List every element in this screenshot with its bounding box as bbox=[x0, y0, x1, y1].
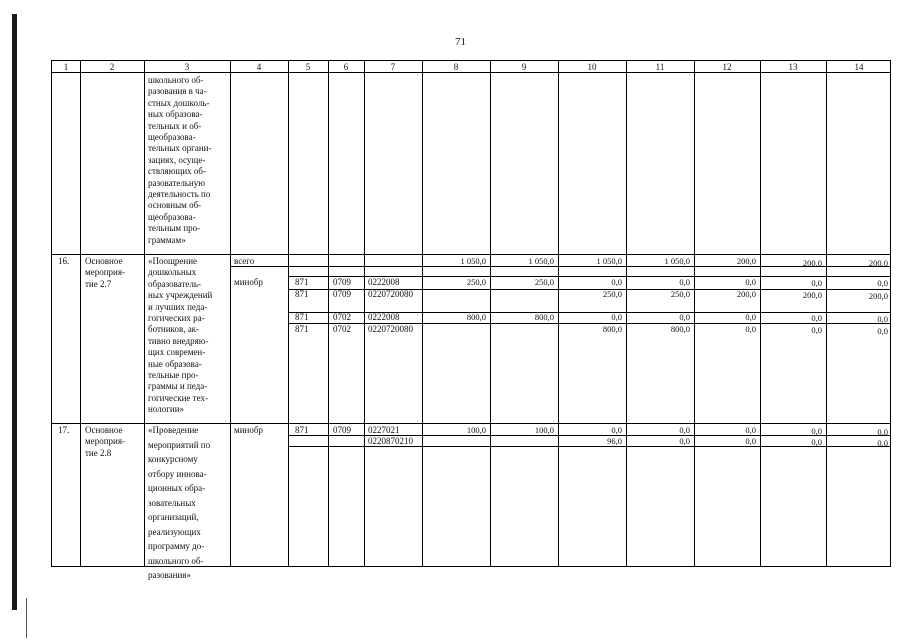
row-17-type: Основное bbox=[85, 425, 123, 435]
header-col-4: 4 bbox=[256, 62, 262, 72]
row-16-type: мероприя- bbox=[85, 267, 125, 278]
desc-line: и лучших педа- bbox=[148, 301, 208, 312]
header-col-5: 5 bbox=[305, 62, 311, 72]
row-17-line-1-c14: 0,0 bbox=[877, 427, 888, 437]
col-line bbox=[144, 61, 145, 566]
desc-line: программу до- bbox=[148, 541, 205, 551]
desc-line: зовательных bbox=[148, 497, 196, 508]
row-16-line-3-c7: 0220720080 bbox=[368, 289, 413, 299]
row-16-line-3-c13: 200,0 bbox=[802, 290, 822, 300]
col-line bbox=[80, 61, 81, 566]
desc-line: мероприятий по bbox=[148, 439, 211, 450]
header-col-12: 12 bbox=[722, 62, 732, 72]
header-col-6: 6 bbox=[343, 62, 349, 72]
desc-line: школьного об- bbox=[148, 75, 204, 85]
scan-border-mark bbox=[12, 14, 17, 610]
desc-line: щеобразова- bbox=[148, 211, 196, 222]
row-16-line-2-c5: 871 bbox=[295, 277, 309, 287]
desc-line: стных дошколь- bbox=[148, 97, 210, 108]
desc-line: ботников, ак- bbox=[148, 324, 200, 335]
desc-line: тельных органи- bbox=[148, 143, 212, 154]
scan-margin-mark bbox=[26, 598, 27, 638]
row-16-line-2-c9: 250,0 bbox=[534, 277, 554, 287]
desc-line: разования» bbox=[148, 570, 191, 580]
row-17-line-2-c13: 0,0 bbox=[811, 437, 822, 447]
row-16-line-1-c9: 1 050,0 bbox=[528, 256, 554, 266]
row-16-line-4-c12: 0,0 bbox=[745, 312, 756, 322]
col-line bbox=[490, 61, 491, 566]
desc-line: деятельность по bbox=[148, 189, 211, 199]
row-17-type: мероприя- bbox=[85, 436, 125, 447]
header-col-8: 8 bbox=[453, 62, 459, 72]
row-17-line-2-c12: 0,0 bbox=[745, 436, 756, 446]
row-16-line-3-c10: 250,0 bbox=[602, 289, 622, 299]
desc-line: ционных обра- bbox=[148, 483, 206, 493]
desc-line: разовательную bbox=[148, 177, 205, 188]
row-16-line-5-c14: 0,0 bbox=[877, 326, 888, 336]
row-16-line-4-c9: 800,0 bbox=[534, 312, 554, 322]
row-separator bbox=[52, 423, 890, 424]
header-col-13: 13 bbox=[788, 62, 798, 72]
row-17-line-1-c9: 100,0 bbox=[534, 425, 554, 435]
row-16-line-1-c4: всего bbox=[234, 256, 255, 266]
row-16-line-5-c5: 871 bbox=[295, 324, 309, 334]
row-16-line-2-c6: 0709 bbox=[333, 277, 351, 287]
desc-line: образователь- bbox=[148, 278, 201, 289]
row-17-type: тие 2.8 bbox=[85, 447, 112, 458]
row-17-line-1-c5: 871 bbox=[295, 425, 309, 435]
desc-line: разования в ча- bbox=[148, 86, 207, 97]
row-17-line-2-c10: 96,0 bbox=[607, 436, 622, 446]
desc-line: организаций, bbox=[148, 512, 199, 522]
desc-line: дошкольных bbox=[148, 267, 197, 278]
desc-line: ных образова- bbox=[148, 109, 203, 120]
row-17-line-1-c6: 0709 bbox=[333, 425, 351, 435]
header-line bbox=[52, 72, 890, 73]
row-17-line-2-c14: 0,0 bbox=[877, 438, 888, 448]
desc-line: граммы и педа- bbox=[148, 381, 208, 392]
row-16-line-2-c13: 0,0 bbox=[811, 278, 822, 288]
row-16-line-2-c11: 0,0 bbox=[679, 277, 690, 287]
row-16-line-5-c10: 800,0 bbox=[602, 324, 622, 334]
header-col-11: 11 bbox=[655, 62, 665, 72]
row-16-line-5-c7: 0220720080 bbox=[368, 324, 413, 334]
row-separator bbox=[52, 254, 890, 255]
desc-line: зациях, осуще- bbox=[148, 154, 206, 165]
desc-line: щеобразова- bbox=[148, 132, 196, 142]
col-line bbox=[422, 61, 423, 566]
row-16-line-1-c10: 1 050,0 bbox=[596, 256, 622, 266]
desc-line: тельных и об- bbox=[148, 120, 202, 131]
desc-line: «Поощрение bbox=[148, 256, 198, 266]
desc-line: конкурсному bbox=[148, 454, 198, 464]
desc-line: отбору иннова- bbox=[148, 468, 207, 479]
row-16-line-5-c12: 0,0 bbox=[745, 324, 756, 334]
row-16-line-5-c13: 0,0 bbox=[811, 325, 822, 335]
row-17-line-2-c7: 0220870210 bbox=[368, 436, 413, 446]
desc-line: ствляющих об- bbox=[148, 166, 206, 177]
row-17-line-1-c8: 100,0 bbox=[466, 425, 486, 435]
row-16-line-4-c14: 0,0 bbox=[877, 314, 888, 324]
col-line bbox=[328, 61, 329, 566]
desc-line: тивно внедряю- bbox=[148, 335, 209, 346]
col-line bbox=[626, 61, 627, 566]
row-17-line-1-c11: 0,0 bbox=[679, 425, 690, 435]
header-col-2: 2 bbox=[109, 62, 115, 72]
col-line bbox=[558, 61, 559, 566]
row-16-line-2-c7: 0222008 bbox=[368, 277, 400, 287]
row-16-line-4-c6: 0702 bbox=[333, 312, 351, 322]
col-line bbox=[288, 61, 289, 566]
row-16-line-5-c11: 800,0 bbox=[670, 324, 690, 334]
row-16-line-1-c11: 1 050,0 bbox=[664, 256, 690, 266]
header-col-10: 10 bbox=[587, 62, 597, 72]
page-number: 71 bbox=[455, 36, 466, 48]
header-col-3: 3 bbox=[184, 62, 190, 72]
row-16-line-3-c6: 0709 bbox=[333, 289, 351, 299]
row-16-line-1-c8: 1 050,0 bbox=[460, 256, 486, 266]
desc-line: гогических ра- bbox=[148, 313, 205, 323]
row-16-line-2-c8: 250,0 bbox=[466, 277, 486, 287]
budget-table bbox=[51, 60, 891, 580]
desc-line: ных учреждений bbox=[148, 290, 213, 301]
row-16-line-4-c13: 0,0 bbox=[811, 313, 822, 323]
row-16-line-3-c14: 200,0 bbox=[868, 291, 888, 301]
row-16-line-4-c8: 800,0 bbox=[466, 312, 486, 322]
subrow-separator bbox=[230, 266, 890, 267]
row-16-line-4-c10: 0,0 bbox=[611, 312, 622, 322]
desc-line: гогические тех- bbox=[148, 392, 208, 403]
row-16-line-2-c10: 0,0 bbox=[611, 277, 622, 287]
row-16-line-1-c12: 200,0 bbox=[736, 256, 756, 266]
row-16-line-5-c6: 0702 bbox=[333, 324, 351, 334]
desc-line: нологии» bbox=[148, 404, 185, 415]
desc-line: щих современ- bbox=[148, 347, 206, 358]
row-16-line-3-c5: 871 bbox=[295, 289, 309, 299]
row-17-line-1-c7: 0227021 bbox=[368, 425, 400, 435]
desc-line: основным об- bbox=[148, 200, 202, 211]
desc-line: ные образова- bbox=[148, 358, 202, 369]
col-line bbox=[230, 61, 231, 566]
desc-line: реализующих bbox=[148, 526, 201, 537]
row-16-line-4-c7: 0222008 bbox=[368, 312, 400, 322]
row-17-number: 17. bbox=[58, 425, 70, 435]
desc-line: тельным про- bbox=[148, 223, 201, 234]
col-line bbox=[826, 61, 827, 566]
row-17-line-2-c11: 0,0 bbox=[679, 436, 690, 446]
desc-line: школьного об- bbox=[148, 555, 204, 566]
header-col-1: 1 bbox=[63, 62, 69, 72]
col-line bbox=[694, 61, 695, 566]
col-line bbox=[364, 61, 365, 566]
row-16-line-2-c12: 0,0 bbox=[745, 277, 756, 287]
row-16-line-2-c4: минобр bbox=[234, 277, 263, 287]
desc-line: «Проведение bbox=[148, 425, 199, 435]
row-16-line-4-c5: 871 bbox=[295, 312, 309, 322]
header-col-14: 14 bbox=[854, 62, 864, 72]
row-16-line-1-c13: 200,0 bbox=[802, 258, 822, 268]
row-16-line-2-c14: 0,0 bbox=[877, 278, 888, 288]
col-line bbox=[760, 61, 761, 566]
row-16-number: 16. bbox=[58, 256, 70, 266]
row-16-line-3-c11: 250,0 bbox=[670, 289, 690, 299]
row-16-line-4-c11: 0,0 bbox=[679, 312, 690, 322]
row-16-line-1-c14: 200,0 bbox=[868, 258, 888, 268]
desc-line: тельные про- bbox=[148, 370, 199, 380]
header-col-7: 7 bbox=[390, 62, 396, 72]
row-17-line-1-c10: 0,0 bbox=[611, 425, 622, 435]
row-17-line-1-c4: минобр bbox=[234, 425, 263, 435]
row-17-line-1-c12: 0,0 bbox=[745, 425, 756, 435]
header-col-9: 9 bbox=[521, 62, 527, 72]
row-16-line-3-c12: 200,0 bbox=[736, 289, 756, 299]
row-16-type: Основное bbox=[85, 256, 123, 266]
desc-line: граммам» bbox=[148, 234, 186, 245]
row-16-type: тие 2.7 bbox=[85, 278, 112, 289]
row-17-line-1-c13: 0,0 bbox=[811, 426, 822, 436]
